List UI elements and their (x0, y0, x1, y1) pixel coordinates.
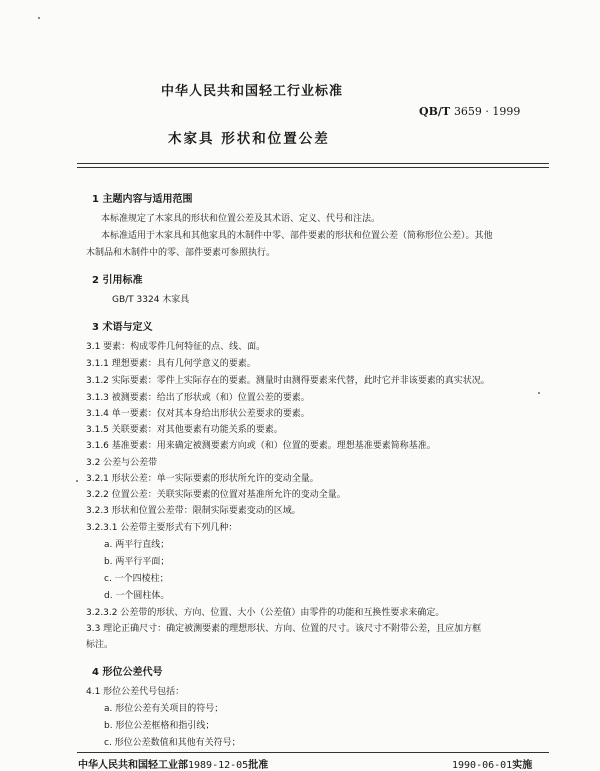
term-definition: 3.2.2 位置公差：关联实际要素的位置对基准所允许的变动全量。 (86, 490, 346, 500)
org-title: 中华人民共和国轻工行业标准 (161, 84, 344, 99)
standard-code-prefix: QB/T (419, 105, 451, 118)
scan-speck (38, 17, 40, 19)
footer-divider (77, 752, 549, 753)
term-definition: 3.2.1 形状公差：单一实际要素的形状所允许的变动全量。 (86, 474, 319, 484)
term-definition: 3.1.6 基准要素：用来确定被测要素方向或（和）位置的要素。理想基准要素简称基准。 (86, 441, 436, 451)
tolerance-shape-item: b. 两平行平面； (104, 557, 170, 567)
standard-code (419, 105, 520, 118)
section-1-paragraph: 本标准规定了木家具的形状和位置公差及其术语、定义、代号和注法。 (101, 214, 381, 224)
scan-speck (76, 480, 78, 482)
term-definition: 3.2.3 形状和位置公差带：限制实际要素变动的区域。 (86, 506, 301, 516)
section-4-heading: 4 形位公差代号 (92, 667, 163, 678)
term-definition: 3.1.4 单一要素：仅对其本身给出形状公差要求的要素。 (86, 409, 310, 419)
term-definition: 3.2.3.1 公差带主要形式有下列几种： (86, 523, 238, 533)
code-list-item: a. 形位公差有关项目的符号； (104, 704, 224, 714)
tolerance-shape-item: a. 两平行直线； (104, 540, 170, 550)
implementation-label: 实施 (512, 760, 533, 771)
term-definition: 3.3 理论正确尺寸：确定被测要素的理想形状、方向、位置的尺寸。该尺寸不附带公差，且应加方框 (86, 624, 482, 634)
header-divider (77, 163, 549, 164)
tolerance-shape-item: d. 一个圆柱体。 (104, 591, 170, 601)
term-definition: 3.1.5 关联要素：对其他要素有功能关系的要素。 (86, 425, 283, 435)
approval-line (78, 756, 268, 771)
term-definition: 3.1.1 理想要素：具有几何学意义的要素。 (86, 359, 256, 369)
document-title: 木家具 形状和位置公差 (168, 131, 330, 147)
reference-standard: GB/T 3324 木家具 (112, 295, 190, 305)
term-definition: 标注。 (86, 640, 114, 650)
implementation-line (452, 756, 532, 771)
term-definition: 3.2.3.2 公差带的形状、方向、位置、大小（公差值）由零件的功能和互换性要求来确定。 (86, 608, 445, 618)
section-1-heading: 1 主题内容与适用范围 (92, 194, 193, 205)
term-definition: 3.1.2 实际要素：零件上实际存在的要素。测量时由测得要素来代替，此时它并非该要素的真实状况。 (86, 376, 490, 386)
approval-label: 批准 (248, 760, 269, 771)
section-3-heading: 3 术语与定义 (92, 322, 153, 333)
approval-org: 中华人民共和国轻工业部 (78, 760, 188, 771)
section-1-paragraph: 木制品和木制件中的零、部件要素可参照执行。 (86, 248, 276, 258)
implementation-date: 1990-06-01 (452, 760, 513, 771)
term-definition: 3.2 公差与公差带 (86, 458, 158, 468)
code-list-item: c. 形位公差数值和其他有关符号； (104, 738, 241, 748)
term-definition: 3.1.3 被测要素：给出了形状或（和）位置公差的要素。 (86, 393, 310, 403)
code-list-item: b. 形位公差框格和指引线； (104, 721, 215, 731)
tolerance-shape-item: c. 一个四棱柱； (104, 574, 169, 584)
code-definition: 4.1 形位公差代号包括： (86, 687, 185, 697)
approval-date: 1989-12-05 (188, 760, 249, 771)
header-divider-thin (77, 167, 549, 168)
term-definition: 3.1 要素：构成零件几何特征的点、线、面。 (86, 342, 266, 352)
section-2-heading: 2 引用标准 (92, 275, 143, 286)
section-1-paragraph: 本标准适用于木家具和其他家具的木制件中零、部件要素的形状和位置公差（简称形位公差）。其他 (101, 231, 493, 241)
standard-number: 3659 · 1999 (453, 105, 521, 118)
scan-speck (538, 392, 540, 394)
